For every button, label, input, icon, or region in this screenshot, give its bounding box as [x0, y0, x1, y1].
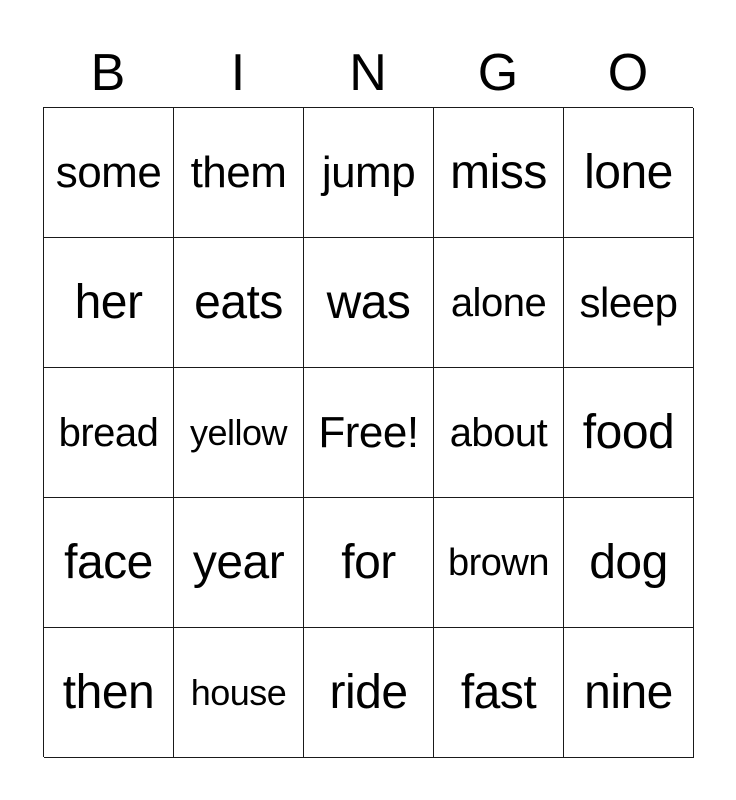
bingo-cell: yellow [174, 368, 304, 498]
bingo-cell: alone [434, 238, 564, 368]
free-space-cell: Free! [304, 368, 434, 498]
bingo-cell: then [44, 628, 174, 758]
bingo-cell: face [44, 498, 174, 628]
bingo-cell: house [174, 628, 304, 758]
bingo-cell: was [304, 238, 434, 368]
bingo-cell: fast [434, 628, 564, 758]
bingo-cell: ride [304, 628, 434, 758]
bingo-cell: miss [434, 108, 564, 238]
header-letter-g: G [477, 44, 519, 102]
bingo-cell: bread [44, 368, 174, 498]
bingo-cell: some [44, 108, 174, 238]
bingo-cell: them [174, 108, 304, 238]
bingo-cell: nine [564, 628, 694, 758]
bingo-cell: lone [564, 108, 694, 238]
bingo-cell: sleep [564, 238, 694, 368]
header-letter-b: B [90, 44, 126, 102]
bingo-cell: brown [434, 498, 564, 628]
header-letter-i: I [230, 44, 246, 102]
bingo-cell: food [564, 368, 694, 498]
bingo-cell: for [304, 498, 434, 628]
bingo-cell: year [174, 498, 304, 628]
header-letter-o: O [607, 44, 649, 102]
bingo-cell: jump [304, 108, 434, 238]
bingo-header [43, 42, 693, 104]
header-letter-n: N [349, 44, 387, 102]
bingo-cell: about [434, 368, 564, 498]
bingo-cell: dog [564, 498, 694, 628]
bingo-board [43, 107, 693, 757]
bingo-cell: eats [174, 238, 304, 368]
bingo-cell: her [44, 238, 174, 368]
